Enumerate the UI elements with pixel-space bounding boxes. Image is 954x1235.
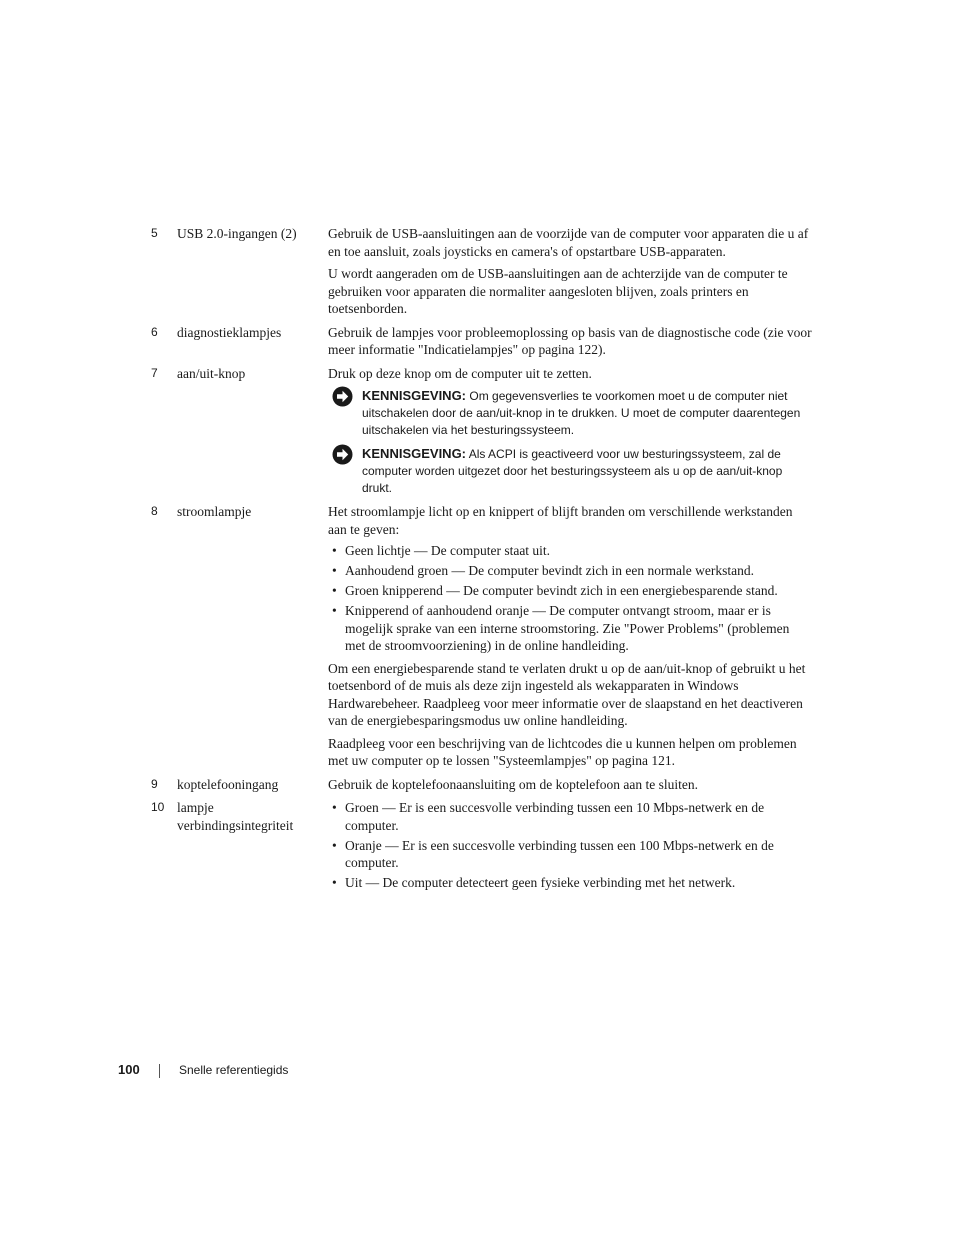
item-name: koptelefooningang <box>177 776 279 792</box>
item-description <box>328 324 812 359</box>
item-name: lampje verbindingsintegriteit <box>177 800 294 833</box>
item-description <box>328 776 812 794</box>
list-item: • Groen — Er is een succesvolle verbinding tussen een 10 Mbps-netwerk en de computer. <box>328 799 812 834</box>
list-item: • Uit — De computer detecteert geen fysieke verbinding met het netwerk. <box>328 874 812 892</box>
table-row-7 <box>0 365 954 498</box>
table-row-8 <box>0 503 954 770</box>
description-paragraph: Raadpleeg voor een beschrijving van de lichtcodes die u kunnen helpen om problemen met uw computer op te lossen "Systeemlampjes" op pagina 121. <box>328 735 797 768</box>
item-description <box>328 225 812 318</box>
document-title: Snelle referentiegids <box>179 1063 289 1077</box>
table-row-5 <box>0 225 954 318</box>
status-list <box>328 542 812 655</box>
description-paragraph: Om een energiebesparende stand te verlaten drukt u op de aan/uit-knop of gebruikt u het toetsenbord of de muis als deze zijn ingesteld als wekapparaten in Windows Hardwarebeheer. Raadpleeg voor meer informatie over de slaapstand en het deactiveren van de energiebesparingsmodus uw online handleiding. <box>328 660 806 728</box>
item-number: 10 <box>151 800 165 814</box>
table-row-9 <box>0 776 954 794</box>
description-paragraph: Het stroomlampje licht op en knippert of blijft branden om verschillende werkstanden aan te geven: <box>328 504 793 537</box>
notice-block <box>328 387 812 439</box>
notice-label: KENNISGEVING: <box>362 446 467 461</box>
item-number: 9 <box>151 776 158 791</box>
item-number: 8 <box>151 504 158 518</box>
description-paragraph: Druk op deze knop om de computer uit te zetten. <box>328 365 592 381</box>
status-list <box>328 799 812 892</box>
item-number: 6 <box>151 324 158 339</box>
list-item: • Oranje — Er is een succesvolle verbinding tussen een 100 Mbps-netwerk en de computer. <box>328 837 812 872</box>
notice-arrow-icon <box>332 386 353 407</box>
item-name: aan/uit-knop <box>177 365 246 381</box>
notice-text: Om gegevensverlies te voorkomen moet u de computer niet uitschakelen door de aan/uit-knop in te drukken. U moet de computer daarentegen uitschakelen via het besturingssysteem. <box>362 389 801 437</box>
table-row-6 <box>0 324 954 359</box>
notice-text: Als ACPI is geactiveerd voor uw besturingssysteem, zal de computer worden uitgezet door het besturingssysteem als u op de aan/uit-knop drukt. <box>362 447 783 495</box>
page-footer <box>0 1062 954 1082</box>
item-name: stroomlampje <box>177 504 252 519</box>
reference-table <box>0 225 954 897</box>
description-paragraph: Gebruik de lampjes voor probleemoplossing op basis van de diagnostische code (zie voor meer informatie "Indicatielampjes" op pagina 122). <box>328 324 812 357</box>
item-name: USB 2.0-ingangen (2) <box>177 226 297 241</box>
item-description <box>328 365 812 498</box>
item-description <box>328 799 812 892</box>
list-item: • Knipperend of aanhoudend oranje — De computer ontvangt stroom, maar er is mogelijk sprake van een interne stroomstoring. Zie "Power Problems" (problemen met de stroomvoorziening) in de online handleiding. <box>328 602 812 655</box>
item-description <box>328 503 812 770</box>
item-name: diagnostieklampjes <box>177 324 282 340</box>
description-paragraph: Gebruik de koptelefoonaansluiting om de koptelefoon aan te sluiten. <box>328 776 699 792</box>
page-number: 100 <box>118 1062 140 1077</box>
item-number: 5 <box>151 226 158 240</box>
list-item: • Aanhoudend groen — De computer bevindt zich in een normale werkstand. <box>328 562 812 580</box>
list-item: • Groen knipperend — De computer bevindt zich in een energiebesparende stand. <box>328 582 812 600</box>
list-item: • Geen lichtje — De computer staat uit. <box>328 542 812 560</box>
notice-arrow-icon <box>332 444 353 465</box>
item-number: 7 <box>151 365 158 380</box>
footer-divider <box>159 1064 160 1078</box>
notice-block <box>328 445 812 497</box>
description-paragraph: U wordt aangeraden om de USB-aansluitingen aan de achterzijde van de computer te gebruiken voor apparaten die normaliter aangesloten blijven, zoals printers en toetsenborden. <box>328 266 788 316</box>
table-row-10 <box>0 799 954 892</box>
notice-label: KENNISGEVING: <box>362 388 467 403</box>
description-paragraph: Gebruik de USB-aansluitingen aan de voorzijde van de computer voor apparaten die u af en toe aansluit, zoals joysticks en camera's of opstartbare USB-apparaten. <box>328 226 809 259</box>
